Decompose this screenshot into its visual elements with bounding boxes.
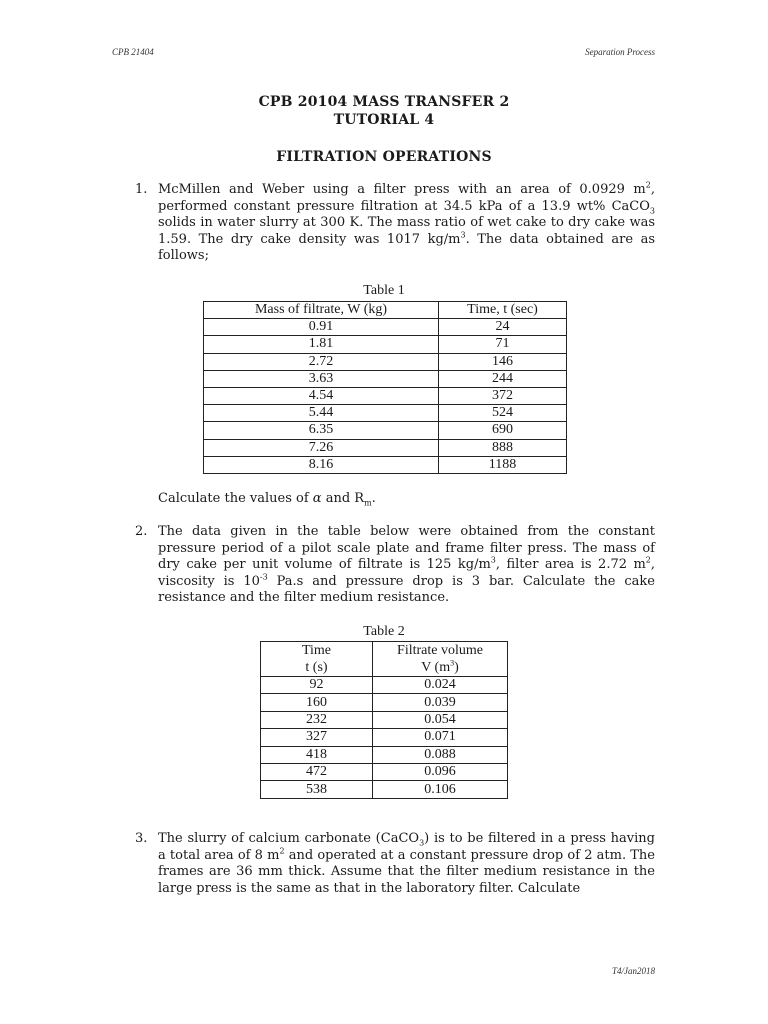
table-row: 232 0.054 <box>261 711 508 728</box>
question-number: 3. <box>135 831 148 846</box>
question-number: 2. <box>135 524 148 539</box>
table-row: 3.63 244 <box>204 370 567 387</box>
column-header: Time, t (sec) <box>439 302 567 319</box>
header-course-code: CPB 21404 <box>112 47 154 57</box>
table-1 <box>203 301 567 474</box>
table-row: 418 0.088 <box>261 746 508 763</box>
table-row: 6.35 690 <box>204 422 567 439</box>
table-row: 7.26 888 <box>204 439 567 456</box>
table-header-row <box>204 302 567 319</box>
document-title: CPB 20104 MASS TRANSFER 2 <box>258 94 510 110</box>
header-subject: Separation Process <box>585 47 655 57</box>
table-row: 2.72 146 <box>204 353 567 370</box>
table-row: 8.16 1188 <box>204 456 567 473</box>
table-row: 472 0.096 <box>261 763 508 780</box>
column-unit: t (s) <box>261 659 373 677</box>
table-row: 327 0.071 <box>261 729 508 746</box>
tutorial-number: TUTORIAL 4 <box>333 112 435 128</box>
footer-code: T4/Jan2018 <box>611 966 655 976</box>
column-header: Time <box>261 642 373 660</box>
column-header: Filtrate volume <box>373 642 508 660</box>
table-row: 1.81 71 <box>204 336 567 353</box>
question-text: The slurry of calcium carbonate (CaCO$_3$) is to be filtered in a press having a total area of 8 $m^2$ and operated at a constant pressure drop of 2 atm. The frames are 36 mm thick. Assume that the filter medium resistance in the large press is the same as that in the laboratory filter. Calculate <box>158 831 655 896</box>
table-header-row <box>261 659 508 677</box>
question-text: McMillen and Weber using a filter press with an area of 0.0929 $m^2$, performed constant pressure filtration at 34.5 kPa of a 13.9 wt% CaCO$_3$ solids in water slurry at 300 K. The mass ratio of wet cake to dry cake was 1.59. The dry cake density was 1017 $kg/m^3$. The data obtained are as follows; <box>158 180 655 263</box>
alpha-symbol: α <box>312 491 322 506</box>
table-row: 0.91 24 <box>204 319 567 336</box>
table-row: 92 0.024 <box>261 677 508 694</box>
section-heading: FILTRATION OPERATIONS <box>276 149 492 165</box>
table-row: 538 0.106 <box>261 781 508 798</box>
table-row: 5.44 524 <box>204 405 567 422</box>
question-3 <box>135 831 655 897</box>
table-2 <box>260 641 508 799</box>
table-row: 160 0.039 <box>261 694 508 711</box>
question-1-task: Calculate the values of α and $R_m$. <box>158 491 376 508</box>
table-row: 4.54 372 <box>204 387 567 404</box>
question-number: 1. <box>135 182 148 197</box>
table-1-caption: Table 1 <box>363 283 405 298</box>
table-2-caption: Table 2 <box>363 624 405 639</box>
question-2 <box>135 524 655 607</box>
table-header-row <box>261 642 508 660</box>
column-unit: V $(m^3)$ <box>373 659 508 677</box>
question-text: The data given in the table below were obtained from the constant pressure period of a pilot scale plate and frame filter press. The mass of dry cake per unit volume of filtrate is 125 $kg/m^3$, filter area is 2.72 $m^2$, viscosity is $10^{-3}$ Pa.s and pressure drop is 3 bar. Calculate the cake resistance and the filter medium resistance. <box>158 524 656 605</box>
column-header: Mass of filtrate, W (kg) <box>204 302 439 319</box>
question-1 <box>135 182 655 265</box>
